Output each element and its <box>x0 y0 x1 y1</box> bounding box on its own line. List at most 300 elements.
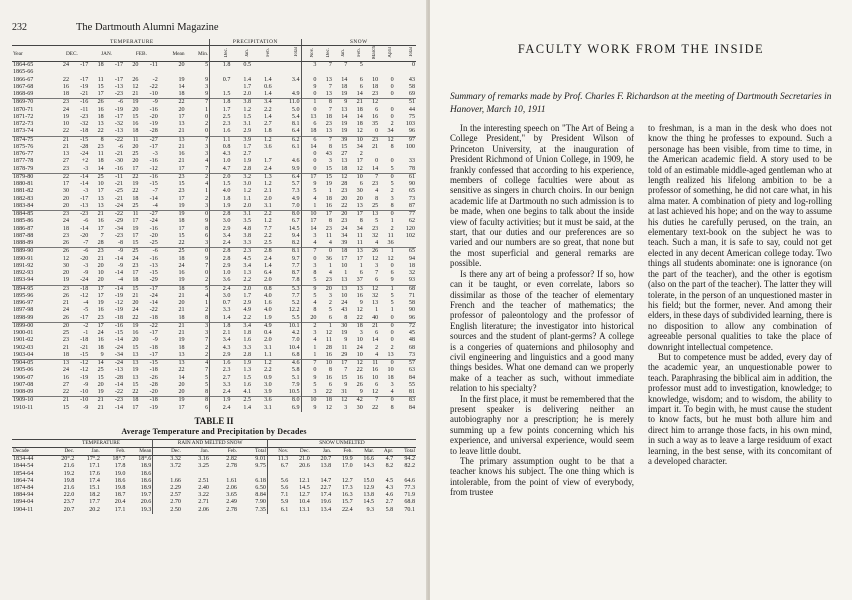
value-cell: 8 <box>317 99 332 107</box>
value-cell: -6 <box>70 248 89 256</box>
value-cell: 6 <box>205 232 209 239</box>
value-cell: 2.49 <box>226 499 237 506</box>
value-cell: 20 <box>317 285 332 293</box>
value-cell: 23 <box>325 225 332 232</box>
value-cell: 62 <box>408 218 415 225</box>
value-cell: 1 <box>301 352 317 360</box>
value-cell: 8.2 <box>385 463 394 470</box>
value-cell: 1.4 <box>210 315 232 323</box>
value-cell: 18 <box>317 397 332 405</box>
value-cell <box>273 84 301 91</box>
value-cell: -11 <box>149 62 158 69</box>
value-cell: 22 <box>178 367 185 374</box>
value-cell: 3.3 <box>243 344 252 351</box>
value-cell: 18 <box>348 322 363 330</box>
value-cell: 18 <box>372 83 379 90</box>
value-cell: 1.4 <box>264 113 272 120</box>
value-cell: 12.1 <box>299 477 310 484</box>
value-cell <box>273 69 301 76</box>
value-cell: 4.9 <box>291 91 300 98</box>
value-cell: 6 <box>359 270 363 277</box>
value-cell: 5.6 <box>267 485 289 492</box>
value-cell: 26 <box>62 240 69 247</box>
value-cell: 2.1 <box>210 330 232 337</box>
value-cell: 13 <box>372 300 379 307</box>
value-cell: 17.4 <box>320 492 332 499</box>
value-cell: -4 <box>152 202 158 209</box>
value-cell: 30 <box>356 188 363 195</box>
value-cell: 7 <box>364 173 379 181</box>
value-cell: 22.0 <box>63 492 75 499</box>
value-cell: 8 <box>328 143 332 150</box>
value-cell: 1.0 <box>210 158 232 165</box>
value-cell: 14 <box>341 113 348 120</box>
year-cell: 1902-03 <box>13 344 34 351</box>
value-cell: 19 <box>325 181 332 188</box>
value-cell: 16 <box>97 307 104 314</box>
value-cell: 120 <box>405 225 415 232</box>
value-cell: 10 <box>356 351 363 358</box>
value-cell: 4.6 <box>385 492 394 499</box>
value-cell: 8.1 <box>291 121 300 128</box>
value-cell: 14.3 <box>363 463 375 470</box>
value-cell: -16 <box>149 255 158 262</box>
value-cell: 5 <box>359 62 363 69</box>
value-cell: 12 <box>62 255 69 262</box>
precipitation-group-header: PRECIPITATION <box>210 39 301 46</box>
value-cell: 14.7 <box>320 477 332 484</box>
table-row <box>12 277 416 285</box>
value-cell: 7 <box>344 62 348 69</box>
value-cell: 7 <box>364 397 379 405</box>
value-cell: 2 <box>390 225 394 232</box>
value-cell: 1.4 <box>243 404 252 411</box>
value-cell: 19.9 <box>341 456 353 463</box>
table2-column-header: Dec. <box>153 448 182 456</box>
value-cell: 8 <box>390 404 394 411</box>
value-cell: 1.61 <box>226 477 237 484</box>
paragraph: But to competence must be added, every day of the academic year, an unquestionable power to teach. Paraphrasing the biblical aim in addition, the professor must add to investigation, knowledge; to knowledge, wisdom; and to wisdom, the ability to impart it. To begin with, he must cause the student to know facts, but he must both allure him and direct him to arrange those facts, in his own mind, in such a way as to leave a large residuum of exact learning, in the best sense, with its concomitant of a developed character. <box>648 351 832 466</box>
value-cell: 13 <box>333 285 348 293</box>
value-cell: 7.7 <box>264 225 272 232</box>
paragraph: In the first place, it must be remembered that the present speaker is delivering neither an autobiography nor a prescription; he is merely summing up a few points concerning which his experience, and universal experience, would seem to leave little doubt. <box>450 393 634 456</box>
table2-column-header: Feb. <box>101 448 127 456</box>
value-cell: 2.5 <box>264 240 272 247</box>
value-cell: -17 <box>149 143 158 150</box>
value-cell: 6.2 <box>273 136 301 144</box>
value-cell: -14 <box>114 255 124 262</box>
year-cell: 1864-65 <box>13 62 34 69</box>
value-cell: 15 <box>132 381 139 388</box>
value-cell: 5.9 <box>267 499 289 506</box>
value-cell: 13.4 <box>320 506 332 513</box>
year-cell: 1907-08 <box>13 381 34 388</box>
value-cell: 2.2 <box>243 314 252 321</box>
value-cell: -23 <box>80 113 89 120</box>
value-cell: 23 <box>364 136 379 144</box>
value-cell: 6 <box>375 330 379 337</box>
value-cell: 19 <box>97 389 104 396</box>
value-cell: 14 <box>301 226 317 233</box>
value-cell: -18 <box>149 314 158 321</box>
value-cell: -25 <box>149 240 158 247</box>
value-cell: 26 <box>356 381 363 388</box>
value-cell: 18 <box>341 165 348 172</box>
value-cell: 2.78 <box>226 506 237 513</box>
table2-column-header: Nov. <box>267 448 289 456</box>
table2-column-header: Dec. <box>289 448 310 456</box>
value-cell: 3.3 <box>243 240 252 247</box>
value-cell: 0 <box>301 367 317 374</box>
value-cell: -16 <box>149 158 158 165</box>
value-cell <box>395 240 416 248</box>
value-cell: 15 <box>132 344 139 351</box>
value-cell: 23 <box>325 121 332 128</box>
value-cell: -28 <box>114 374 124 381</box>
value-cell: 17 <box>97 292 104 299</box>
value-cell: 14 <box>356 91 363 98</box>
value-cell: 6.4 <box>264 270 272 277</box>
t2-snow-header: SNOW UNMELTED <box>267 439 416 447</box>
snow-jan-header: Jan. <box>341 48 347 57</box>
value-cell: -28 <box>149 381 158 388</box>
value-cell: 12 <box>333 397 348 405</box>
value-cell: 3 <box>359 330 363 337</box>
value-cell: 18 <box>62 225 69 232</box>
value-cell: 12 <box>348 360 363 368</box>
value-cell <box>379 69 394 76</box>
value-cell: 4.8 <box>243 225 252 232</box>
table-row <box>12 203 416 211</box>
value-cell: 10 <box>97 270 104 277</box>
table-row <box>12 248 416 256</box>
value-cell: 5.1 <box>291 374 300 381</box>
value-cell: 2.2 <box>252 211 273 219</box>
value-cell: 18.6 <box>140 477 152 484</box>
value-cell: 17 <box>333 360 348 368</box>
value-cell: 15 <box>178 232 185 239</box>
value-cell: 7 <box>186 136 210 144</box>
value-cell: 93 <box>408 277 415 284</box>
value-cell: 14 <box>178 83 185 90</box>
value-cell: 0 <box>379 397 394 405</box>
value-cell: 4 <box>301 337 317 344</box>
value-cell: 5 <box>186 285 210 293</box>
value-cell: 20 <box>178 300 185 307</box>
year-cell: 1883-84 <box>13 202 34 209</box>
value-cell: 3 <box>344 404 348 411</box>
value-cell: -19 <box>114 292 124 299</box>
value-cell: 7 <box>328 106 332 113</box>
value-cell: 16 <box>97 337 104 344</box>
value-cell: 12 <box>356 128 363 135</box>
value-cell: 12.2 <box>288 307 300 314</box>
value-cell: 18 <box>132 277 139 284</box>
value-cell: 18 <box>97 344 104 351</box>
value-cell: -7 <box>152 188 158 195</box>
value-cell: 30 <box>62 188 69 195</box>
value-cell: 13 <box>55 360 70 368</box>
value-cell: 3.1 <box>231 211 252 219</box>
value-cell: 4 <box>301 300 317 307</box>
value-cell: 1.6 <box>243 381 252 388</box>
value-cell: 28 <box>341 181 348 188</box>
value-cell: 10 <box>341 292 348 299</box>
decade-cell: 1864-74 <box>13 477 34 484</box>
value-cell: 6.7 <box>267 463 289 470</box>
value-cell: -30 <box>114 158 124 165</box>
value-cell: 23 <box>372 181 379 188</box>
value-cell: 2.0 <box>264 277 272 284</box>
value-cell: 20 <box>132 62 139 69</box>
value-cell: 9 <box>359 389 363 396</box>
value-cell: 15 <box>97 83 104 90</box>
value-cell: 17 <box>348 211 363 219</box>
value-cell <box>379 99 394 107</box>
value-cell: 4 <box>328 270 332 277</box>
value-cell: 2 <box>390 344 394 351</box>
value-cell: 0.8 <box>210 144 232 151</box>
paragraph: The primary assumption ought to be that a teacher knows his subject. The one thing which is intolerable, from the point of view of everybody, from trustee <box>450 456 634 498</box>
value-cell: -29 <box>149 277 158 284</box>
value-cell: 18 <box>325 195 332 202</box>
value-cell: 9 <box>100 351 104 358</box>
value-cell <box>153 471 182 478</box>
value-cell: 1.3 <box>243 367 252 374</box>
value-cell: 20.7 <box>320 456 332 463</box>
value-cell: -23 <box>105 397 124 405</box>
value-cell: 0 <box>390 91 394 98</box>
value-cell: 17.7 <box>89 499 100 506</box>
value-cell: 18 <box>97 62 104 69</box>
value-cell: 10 <box>301 211 317 219</box>
value-cell: -15 <box>149 181 158 188</box>
value-cell: 11 <box>97 151 104 158</box>
value-cell: 6.4 <box>291 128 300 135</box>
table-row <box>12 345 416 352</box>
value-cell: -3 <box>83 165 89 172</box>
value-cell: 0 <box>390 158 394 165</box>
table-row <box>12 91 416 99</box>
value-cell: 0.7 <box>210 300 232 307</box>
value-cell: 57 <box>395 360 416 368</box>
value-cell: 4 <box>301 196 317 203</box>
value-cell: 39 <box>333 136 348 144</box>
value-cell: 1.8 <box>264 128 272 135</box>
value-cell: -20 <box>80 232 89 239</box>
table2-column-header: Jan. <box>311 448 332 456</box>
value-cell: 3 <box>390 195 394 202</box>
value-cell: 1.7 <box>243 143 252 150</box>
value-cell <box>210 84 232 91</box>
year-cell: 1879-80 <box>12 173 55 181</box>
value-cell: 10.5 <box>288 389 300 396</box>
value-cell: -26 <box>149 374 158 381</box>
value-cell: 18.9 <box>140 485 152 492</box>
year-cell: 1903-04 <box>13 351 34 358</box>
year-cell: 1874-75 <box>12 136 55 144</box>
table-row <box>12 62 416 70</box>
value-cell: 1.8 <box>210 322 232 330</box>
value-cell: 71 <box>408 292 415 299</box>
value-cell: 11 <box>341 344 348 351</box>
min-header: Min. <box>186 46 210 62</box>
table-row <box>12 360 416 368</box>
year-cell: 1906-07 <box>13 374 34 381</box>
value-cell: 5 <box>390 165 394 172</box>
value-cell: 1.9 <box>231 360 252 368</box>
table-row <box>12 69 416 76</box>
table-row <box>12 285 416 293</box>
value-cell: 1 <box>205 188 209 195</box>
value-cell: 19 <box>178 202 185 209</box>
value-cell: 19 <box>62 277 69 284</box>
value-cell: 19 <box>124 99 139 107</box>
value-cell: -22 <box>105 136 124 144</box>
weather-table-1 <box>12 39 416 412</box>
value-cell: 18 <box>341 83 348 90</box>
value-cell: 22.7 <box>320 485 332 492</box>
value-cell: 23 <box>89 248 104 256</box>
year-cell: 1889-90 <box>12 248 55 256</box>
value-cell: 13 <box>97 202 104 209</box>
value-cell: -29 <box>114 218 124 225</box>
value-cell: -17 <box>80 314 89 321</box>
value-cell: 3 <box>301 233 317 240</box>
value-cell: 3.1 <box>264 202 272 209</box>
value-cell: 16 <box>62 374 69 381</box>
value-cell: 1.5 <box>210 181 232 188</box>
value-cell: 35 <box>372 121 379 128</box>
value-cell: 2.3 <box>210 367 232 374</box>
value-cell: -13 <box>114 367 124 374</box>
value-cell: 22 <box>159 99 186 107</box>
value-cell: 37 <box>356 277 363 284</box>
value-cell: -1 <box>83 330 89 337</box>
value-cell: 23 <box>55 99 70 107</box>
table-row <box>12 158 416 165</box>
value-cell: 9 <box>344 381 348 388</box>
value-cell: 14 <box>341 76 348 83</box>
year-cell: 1869-70 <box>12 99 55 107</box>
value-cell: 3.22 <box>198 492 209 499</box>
value-cell: 4.9 <box>291 195 300 202</box>
value-cell: 2 <box>205 195 209 202</box>
value-cell <box>354 471 375 478</box>
value-cell <box>395 151 416 158</box>
value-cell: 20 <box>333 211 348 219</box>
value-cell: 13.1 <box>299 506 310 513</box>
value-cell: 9 <box>390 277 394 284</box>
year-cell: 1894-95 <box>12 285 55 293</box>
value-cell: 2 <box>205 344 209 351</box>
value-cell: 17 <box>356 255 363 262</box>
table-row <box>12 293 416 300</box>
value-cell: 15 <box>325 165 332 172</box>
value-cell: 2 <box>390 121 394 128</box>
value-cell <box>311 471 332 478</box>
value-cell <box>273 151 301 158</box>
value-cell: 0.7 <box>210 77 232 84</box>
value-cell: 13 <box>62 151 69 158</box>
value-cell: 0 <box>375 128 379 135</box>
value-cell: 15 <box>97 374 104 381</box>
value-cell: 10 <box>301 397 317 405</box>
value-cell: 7 <box>205 367 209 374</box>
value-cell: 9 <box>301 405 317 412</box>
value-cell: -22 <box>105 211 124 219</box>
table2-column-header: Feb. <box>210 448 238 456</box>
value-cell: -17 <box>149 351 158 358</box>
table2-column-header: Feb. <box>332 448 353 456</box>
value-cell: 19 <box>178 277 185 284</box>
value-cell: 9 <box>205 255 209 262</box>
value-cell: 1 <box>328 188 332 195</box>
t2-rain-header: RAIN AND MELTED SNOW <box>153 439 268 447</box>
value-cell: 9 <box>205 76 209 83</box>
value-cell: 13 <box>132 374 139 381</box>
value-cell: -18 <box>139 397 158 405</box>
year-cell: 1897-98 <box>13 307 34 314</box>
value-cell: -6 <box>139 248 158 256</box>
value-cell: 1.7 <box>264 158 272 165</box>
value-cell: 3 <box>301 62 317 70</box>
value-cell: 68.8 <box>404 499 415 506</box>
value-cell: 1.4 <box>264 76 272 83</box>
value-cell: 2 <box>359 151 363 158</box>
article-column-2 <box>648 123 832 498</box>
value-cell: 24 <box>132 307 139 314</box>
table2-column-header: Total <box>394 448 416 456</box>
value-cell: 70.1 <box>404 506 415 513</box>
value-cell: 22 <box>356 367 363 374</box>
value-cell: 87 <box>408 202 415 209</box>
year-cell: 1870-71 <box>13 106 34 113</box>
value-cell: 32 <box>372 232 379 239</box>
value-cell: -15 <box>80 351 89 358</box>
value-cell: 1 <box>317 322 332 330</box>
value-cell: 2 <box>390 188 394 195</box>
value-cell: 2.4 <box>210 240 232 248</box>
value-cell: 6 <box>375 106 379 113</box>
value-cell: 19 <box>341 128 348 135</box>
table-row <box>12 463 416 470</box>
value-cell: 16 <box>97 106 104 113</box>
value-cell <box>364 69 379 76</box>
value-cell: 18 <box>301 128 317 136</box>
value-cell: 34 <box>356 225 363 232</box>
value-cell: 2 <box>328 300 332 307</box>
table2-column-header: Dec. <box>50 448 76 456</box>
value-cell: 21 <box>178 143 185 150</box>
value-cell: 94 <box>408 255 415 262</box>
value-cell: 23 <box>341 188 348 195</box>
value-cell: 2.9 <box>210 263 232 270</box>
value-cell: -16 <box>149 225 158 232</box>
value-cell: -22 <box>149 83 158 90</box>
year-cell: 1908-09 <box>13 389 34 396</box>
value-cell: 8.0 <box>273 397 301 405</box>
value-cell: 13 <box>301 114 317 121</box>
value-cell: 9.9 <box>291 165 300 172</box>
value-cell: 0 <box>390 330 394 337</box>
value-cell: 5 <box>205 374 209 381</box>
value-cell: 6.18 <box>255 477 266 484</box>
value-cell: 14 <box>89 360 104 368</box>
value-cell: 20 <box>178 62 185 69</box>
decade-cell: 1884-94 <box>13 492 34 499</box>
value-cell: 1.4 <box>243 76 252 83</box>
